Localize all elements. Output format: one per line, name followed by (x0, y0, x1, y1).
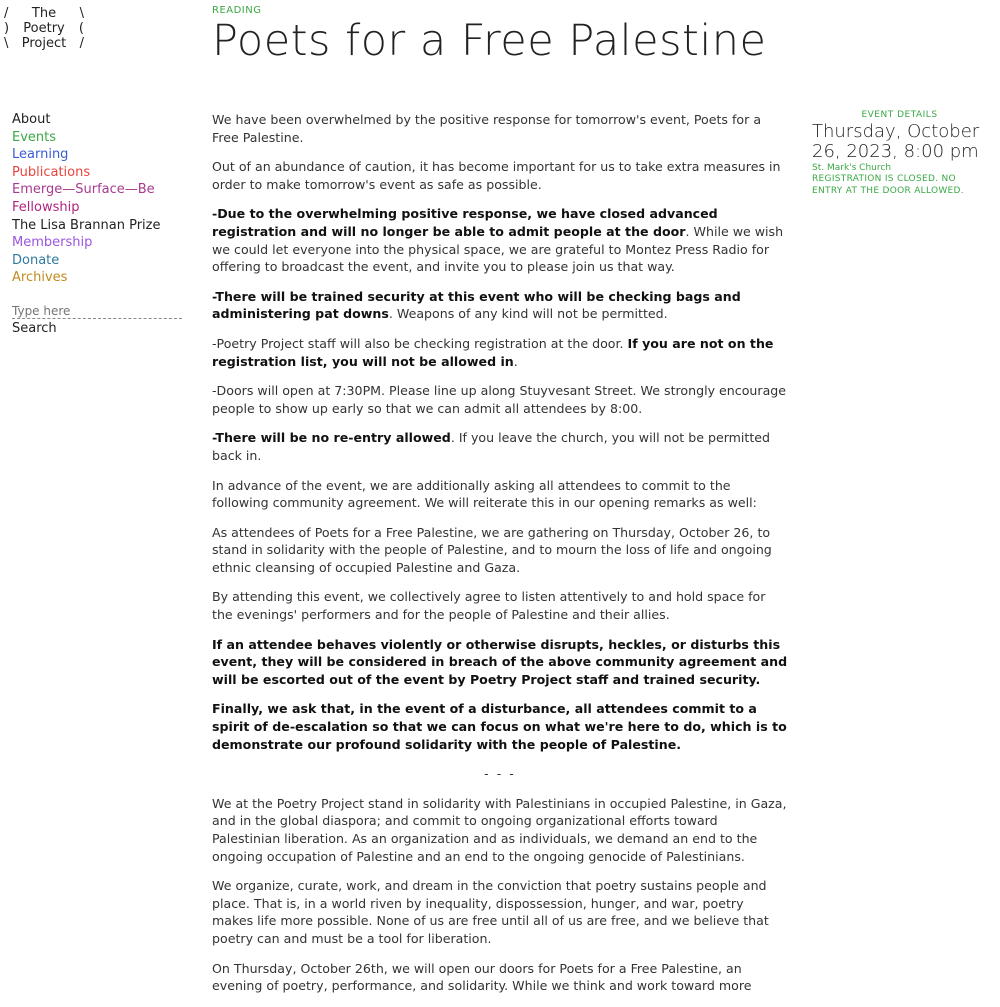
nav-item-the-lisa-brannan-prize[interactable]: The Lisa Brannan Prize (12, 217, 161, 233)
bold-text: -There will be no re-entry allowed (212, 430, 451, 446)
event-details-panel (812, 110, 987, 197)
logo-row (4, 21, 84, 36)
paragraph (212, 335, 788, 370)
nav-item-membership[interactable]: Membership (12, 235, 93, 251)
registration-note: REGISTRATION IS CLOSED. NO ENTRY AT THE DOOR ALLOWED. (812, 174, 964, 196)
search-button[interactable]: Search (12, 321, 57, 336)
paragraph (212, 429, 788, 464)
nav-item-emerge-surface-be[interactable]: Emerge—Surface—Be (12, 182, 155, 198)
section-separator: - - - (484, 766, 516, 782)
nav-item-fellowship[interactable]: Fellowship (12, 199, 80, 215)
paragraph: By attending this event, we collectively agree to listen attentively to and hold space for the evenings' performers and for the people of Palestine and their allies. (212, 589, 766, 623)
page-title: Poets for a Free Palestine (212, 16, 767, 66)
paragraph: In advance of the event, we are additionally asking all attendees to commit to the following community agreement. We will reiterate this in our opening remarks as well: (212, 477, 757, 511)
text: . Weapons of any kind will not be permitted. (388, 306, 668, 322)
event-venue[interactable]: St. Mark's Church (812, 163, 892, 173)
paragraph: As attendees of Poets for a Free Palestine, we are gathering on Thursday, October 26, to stand in solidarity with the people of Palestine, and to mourn the loss of life and ongoing ethnic cleansing of occupied Palestine and Gaza. (212, 524, 772, 575)
main-nav (12, 111, 160, 287)
logo-mid: The (31, 6, 57, 21)
site-logo[interactable] (4, 6, 84, 51)
nav-item-donate[interactable]: Donate (12, 252, 60, 268)
text: . If you leave the church, you will not be permitted back in. (212, 430, 771, 463)
nav-item-events[interactable]: Events (12, 129, 57, 145)
article-body (212, 111, 788, 1007)
paragraph: We at the Poetry Project stand in solidarity with Palestinians in occupied Palestine, in Gaza, and in the global diaspora; and commit to ongoing organizational efforts toward Palestinian liberation. As an organization and as individuals, we demand an end to the ongoing occupation of Palestine and an end to the ongoing genocide of Palestinians. (212, 795, 787, 864)
text: . While we wish we could let everyone into the physical space, we are grateful to Montez Press Radio for offering to broadcast the event, and invite you to please join us that way. (212, 223, 784, 275)
paragraph: On Thursday, October 26th, we will open our doors for Poets for a Free Palestine, an evening of poetry, performance, and solidarity. While we think and work toward more (212, 960, 752, 994)
event-date: Thursday, October 26, 2023, 8:00 pm (812, 121, 980, 162)
paragraph: We organize, curate, work, and dream in the conviction that poetry sustains people and place. That is, in a world riven by inequality, dispossession, hunger, and war, poetry makes life more possible. None of us are free until all of us are free, and we believe that poetry can and must be a tool for liberation. (212, 878, 769, 946)
event-details-label: EVENT DETAILS (861, 110, 938, 120)
logo-right: \ (79, 6, 84, 21)
paragraph: If an attendee behaves violently or otherwise disrupts, heckles, or disturbs this event, they will be considered in breach of the above community agreement and will be escorted out of the event by Poetry Project staff and trained security. (212, 636, 788, 687)
text: . (513, 353, 518, 369)
bold-text: -Due to the overwhelming positive response, we have closed advanced registration and will no longer be able to admit people at the door (212, 206, 718, 239)
paragraph (212, 288, 788, 323)
logo-row (4, 6, 84, 21)
paragraph: We have been overwhelmed by the positive response for tomorrow's event, Poets for a Free Palestine. (212, 112, 762, 145)
bold-text: -There will be trained security at this event who will be checking bags and administering pat downs (212, 288, 741, 322)
logo-left: \ (4, 36, 9, 51)
nav-item-archives[interactable]: Archives (12, 270, 68, 286)
logo-mid: Project (21, 36, 67, 51)
logo-right: ( (78, 21, 84, 36)
search-input[interactable] (12, 304, 182, 319)
logo-row (4, 36, 84, 51)
paragraph (212, 205, 788, 275)
nav-item-about[interactable]: About (12, 112, 51, 127)
logo-right: / (79, 36, 84, 51)
paragraph: Finally, we ask that, in the event of a disturbance, all attendees commit to a spirit of de-escalation so that we can focus on what we're here to do, which is to demonstrate our profound solidarity with the people of Palestine. (212, 701, 787, 752)
bold-text: If you are not on the registration list, you will not be allowed in (212, 335, 774, 369)
event-category: READING (212, 5, 262, 16)
paragraph: -Doors will open at 7:30PM. Please line up along Stuyvesant Street. We strongly encourage people to show up early so that we can admit all attendees by 8:00. (212, 383, 787, 416)
logo-mid: Poetry (23, 21, 65, 36)
text: -Poetry Project staff will also be checking registration at the door. (212, 335, 628, 351)
search-form (12, 300, 182, 336)
paragraph: Out of an abundance of caution, it has become important for us to take extra measures in order to make tomorrow's event as safe as possible. (212, 159, 781, 192)
logo-left: / (4, 6, 9, 21)
nav-item-publications[interactable]: Publications (12, 164, 91, 180)
nav-item-learning[interactable]: Learning (12, 147, 69, 163)
logo-left: ) (4, 21, 10, 36)
